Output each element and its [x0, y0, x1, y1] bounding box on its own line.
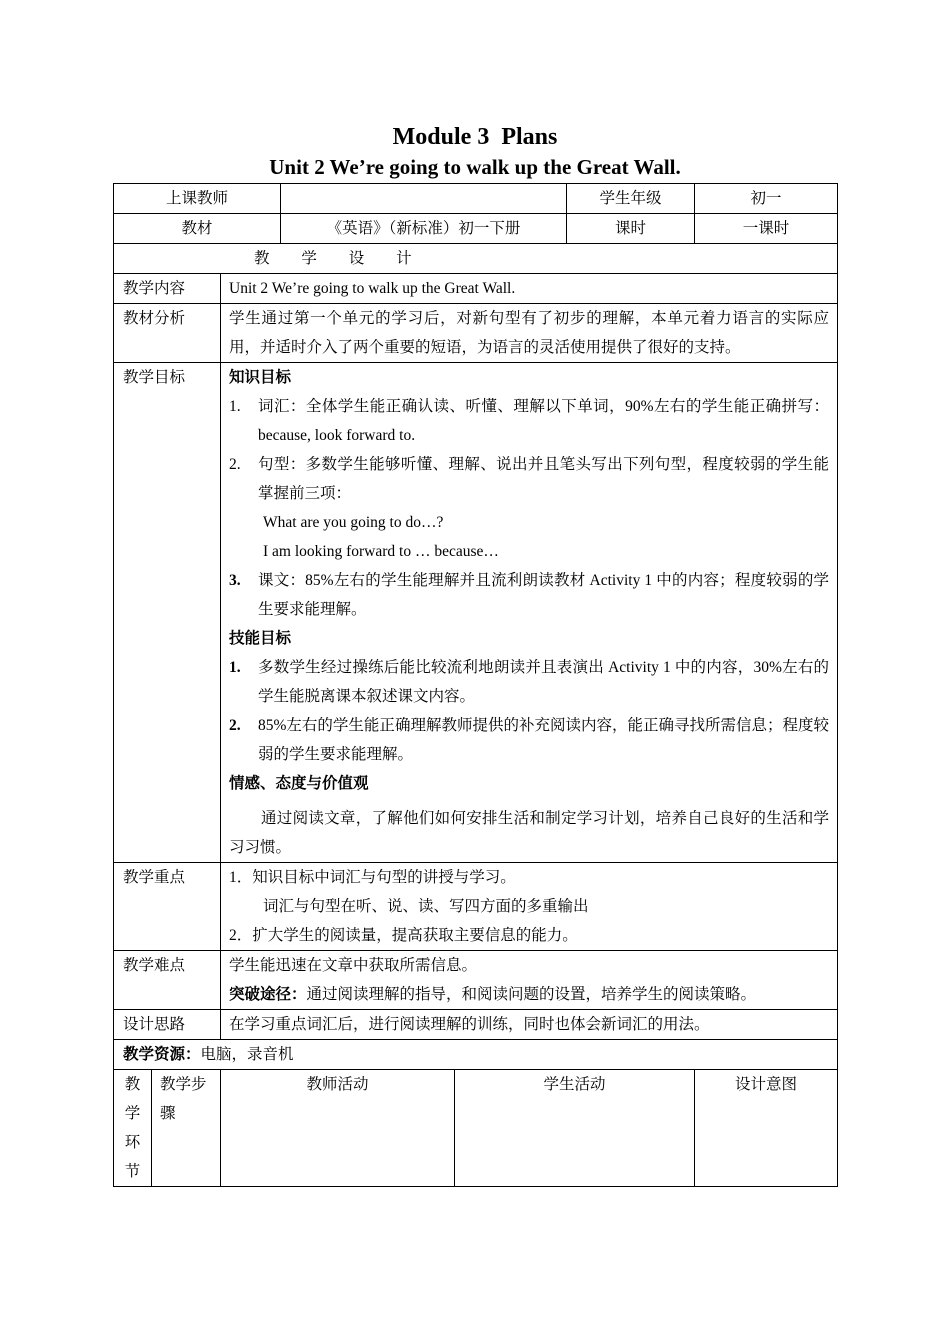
period-value: 一课时 [695, 214, 838, 244]
resources-cell [114, 1040, 838, 1070]
breakthrough-text: 通过阅读理解的指导，和阅读问题的设置，培养学生的阅读策略。 [306, 986, 757, 1003]
design-heading-row [114, 244, 838, 274]
item-number: 3. [229, 572, 241, 589]
item-number: 1. [229, 659, 241, 676]
module-title: Module 3 Plans [392, 124, 558, 150]
grade-value: 初一 [695, 184, 838, 214]
skill-heading: 技能目标 [229, 630, 292, 647]
lesson-plan-table [113, 183, 838, 1187]
knowledge-heading: 知识目标 [229, 369, 292, 386]
skill-item [229, 653, 829, 711]
objectives-cell [221, 363, 838, 863]
sentence-pattern: I am looking forward to … because… [263, 543, 499, 560]
emotion-heading: 情感、态度与价值观 [229, 775, 369, 792]
difficulties-cell [221, 951, 838, 1010]
unit-subtitle: Unit 2 We’re going to walk up the Great Wall. [269, 155, 681, 179]
key-point-line: 词汇与句型在听、说、读、写四方面的多重输出 [263, 898, 589, 915]
design-idea-value: 在学习重点词汇后，进行阅读理解的训练，同时也体会新词汇的用法。 [221, 1010, 838, 1040]
stage-char: 环 [124, 1134, 141, 1151]
breakthrough-line [229, 980, 829, 1009]
item-text: 85%左右的学生能正确理解教师提供的补充阅读内容，能正确寻找所需信息；程度较弱的学生要求能理解。 [258, 717, 830, 763]
knowledge-item [229, 392, 829, 450]
grade-label: 学生年级 [567, 184, 695, 214]
teacher-activity-header: 教师活动 [221, 1070, 455, 1187]
teacher-label: 上课教师 [114, 184, 281, 214]
item-text: 词汇：全体学生能正确认读、听懂、理解以下单词，90%左右的学生能正确拼写：because, look forward to. [258, 398, 830, 444]
key-points-row [114, 863, 838, 951]
difficulties-row [114, 951, 838, 1010]
stage-char: 教 [124, 1076, 141, 1093]
analysis-label: 教材分析 [114, 304, 221, 363]
objectives-label: 教学目标 [114, 363, 221, 863]
analysis-value: 学生通过第一个单元的学习后，对新句型有了初步的理解，本单元着力语言的实际应用，并适时介入了两个重要的短语，为语言的灵活使用提供了很好的支持。 [221, 304, 838, 363]
textbook-row [114, 214, 838, 244]
item-number: 2. [229, 456, 241, 473]
item-text: 句型：多数学生能够听懂、理解、说出并且笔头写出下列句型，程度较弱的学生能掌握前三项： [258, 456, 830, 502]
key-points-cell [221, 863, 838, 951]
teacher-value [281, 184, 567, 214]
difficulty-line: 学生能迅速在文章中获取所需信息。 [229, 957, 478, 974]
process-header-row [114, 1070, 838, 1187]
item-number: 2. [229, 717, 241, 734]
period-label: 课时 [567, 214, 695, 244]
difficulties-label: 教学难点 [114, 951, 221, 1010]
knowledge-item [229, 450, 829, 508]
steps-label: 教学步骤 [152, 1070, 221, 1187]
objectives-row [114, 363, 838, 863]
analysis-row [114, 304, 838, 363]
emotion-text: 通过阅读文章，了解他们如何安排生活和制定学习计划，培养自己良好的生活和学习习惯。 [229, 810, 830, 856]
design-heading: 教 学 设 计 [114, 244, 838, 274]
design-idea-label: 设计思路 [114, 1010, 221, 1040]
item-number: 1. [229, 398, 241, 415]
key-point-line: 1．知识目标中词汇与句型的讲授与学习。 [229, 869, 516, 886]
design-intent-header: 设计意图 [695, 1070, 838, 1187]
stage-label [114, 1070, 152, 1187]
knowledge-item [229, 566, 829, 624]
resources-row [114, 1040, 838, 1070]
item-text: 多数学生经过操练后能比较流利地朗读并且表演出 Activity 1 中的内容，30%左右的学生能脱离课本叙述课文内容。 [258, 659, 830, 705]
content-value: Unit 2 We’re going to walk up the Great Wall. [221, 274, 838, 304]
stage-char: 节 [124, 1163, 141, 1180]
resources-value: 电脑，录音机 [200, 1046, 294, 1063]
textbook-value: 《英语》（新标准）初一下册 [281, 214, 567, 244]
student-activity-header: 学生活动 [455, 1070, 695, 1187]
key-points-label: 教学重点 [114, 863, 221, 951]
teacher-grade-row [114, 184, 838, 214]
content-row [114, 274, 838, 304]
key-point-line: 2．扩大学生的阅读量，提高获取主要信息的能力。 [229, 927, 578, 944]
resources-label: 教学资源： [123, 1046, 201, 1063]
item-text: 课文：85%左右的学生能理解并且流利朗读教材 Activity 1 中的内容；程度较弱的学生要求能理解。 [258, 572, 830, 618]
design-idea-row [114, 1010, 838, 1040]
content-label: 教学内容 [114, 274, 221, 304]
skill-item [229, 711, 829, 769]
textbook-label: 教材 [114, 214, 281, 244]
breakthrough-label: 突破途径： [229, 986, 307, 1003]
stage-char: 学 [124, 1105, 141, 1122]
sentence-pattern: What are you going to do…? [263, 514, 444, 531]
